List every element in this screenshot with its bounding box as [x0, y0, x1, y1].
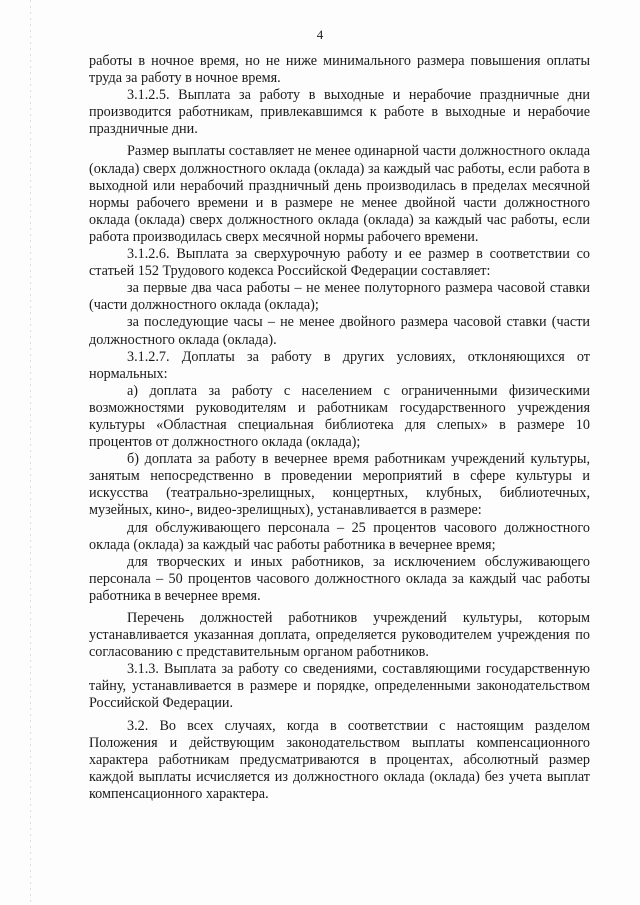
paragraph-subsequent-hours: за последующие часы – не менее двойного размера часовой ставки (части должностного оклада (оклада).: [89, 314, 590, 348]
paragraph-3-1-2-7: 3.1.2.7. Доплаты за работу в других условиях, отклоняющихся от нормальных:: [89, 348, 590, 382]
page-number: 4: [316, 27, 324, 42]
paragraph-creative-staff: для творческих и иных работников, за исключением обслуживающего персонала – 50 процентов часового должностного оклада за каждый час работы работника в вечернее время.: [89, 553, 590, 604]
paragraph-payment-size: Размер выплаты составляет не менее одинарной части должностного оклада (оклада) сверх должностного оклада (оклада) за каждый час работы, если работа в выходной или нерабочий праздничный день производилась в пределах месячной нормы рабочего времени и в размере не менее двойной части должностного оклада (оклада) сверх должностного оклада (оклада) за каждый час работы, если работа производилась сверх месячной нормы рабочего времени.: [89, 143, 590, 245]
paragraph-service-staff: для обслуживающего персонала – 25 процентов часового должностного оклада (оклада) за каждый час работы работника в вечернее время;: [89, 519, 590, 553]
scan-edge-mark: [30, 0, 31, 905]
document-body: [89, 53, 590, 803]
paragraph-item-b: б) доплата за работу в вечернее время работникам учреждений культуры, занятым непосредственно в проведении мероприятий в сфере культуры и искусства (театрально-зрелищных, концертных, клубных, библиотечных, музейных, кино-, видео-зрелищных), устанавливается в размере:: [89, 451, 590, 519]
paragraph-3-1-3: 3.1.3. Выплата за работу со сведениями, составляющими государственную тайну, устанавливается в размере и порядке, определенными законодательством Российской Федерации.: [89, 661, 590, 712]
paragraph-3-1-2-5: 3.1.2.5. Выплата за работу в выходные и нерабочие праздничные дни производится работникам, привлекавшимся к работе в выходные и нерабочие праздничные дни.: [89, 87, 590, 138]
paragraph-item-a: а) доплата за работу с населением с ограниченными физическими возможностями руководителям и работникам государственного учреждения культуры «Областная специальная библиотека для слепых» в размере 10 процентов от должностного оклада (оклада);: [89, 382, 590, 451]
paragraph-3-1-2-6: 3.1.2.6. Выплата за сверхурочную работу и ее размер в соответствии со статьей 152 Трудового кодекса Российской Федерации составляет:: [89, 246, 590, 280]
paragraph-positions-list: Перечень должностей работников учреждений культуры, которым устанавливается указанная доплата, определяется руководителем учреждения по согласованию с представительным органом работников.: [89, 610, 590, 661]
paragraph-continuation: работы в ночное время, но не ниже минимального размера повышения оплаты труда за работу в ночное время.: [89, 53, 590, 87]
paragraph-3-2: 3.2. Во всех случаях, когда в соответствии с настоящим разделом Положения и действующим законодательством выплаты компенсационного характера работникам предусматриваются в процентах, абсолютный размер каждой выплаты исчисляется из должностного оклада (оклада) без учета выплат компенсационного характера.: [89, 717, 590, 802]
paragraph-first-two-hours: за первые два часа работы – не менее полуторного размера часовой ставки (части должностного оклада (оклада);: [89, 280, 590, 314]
